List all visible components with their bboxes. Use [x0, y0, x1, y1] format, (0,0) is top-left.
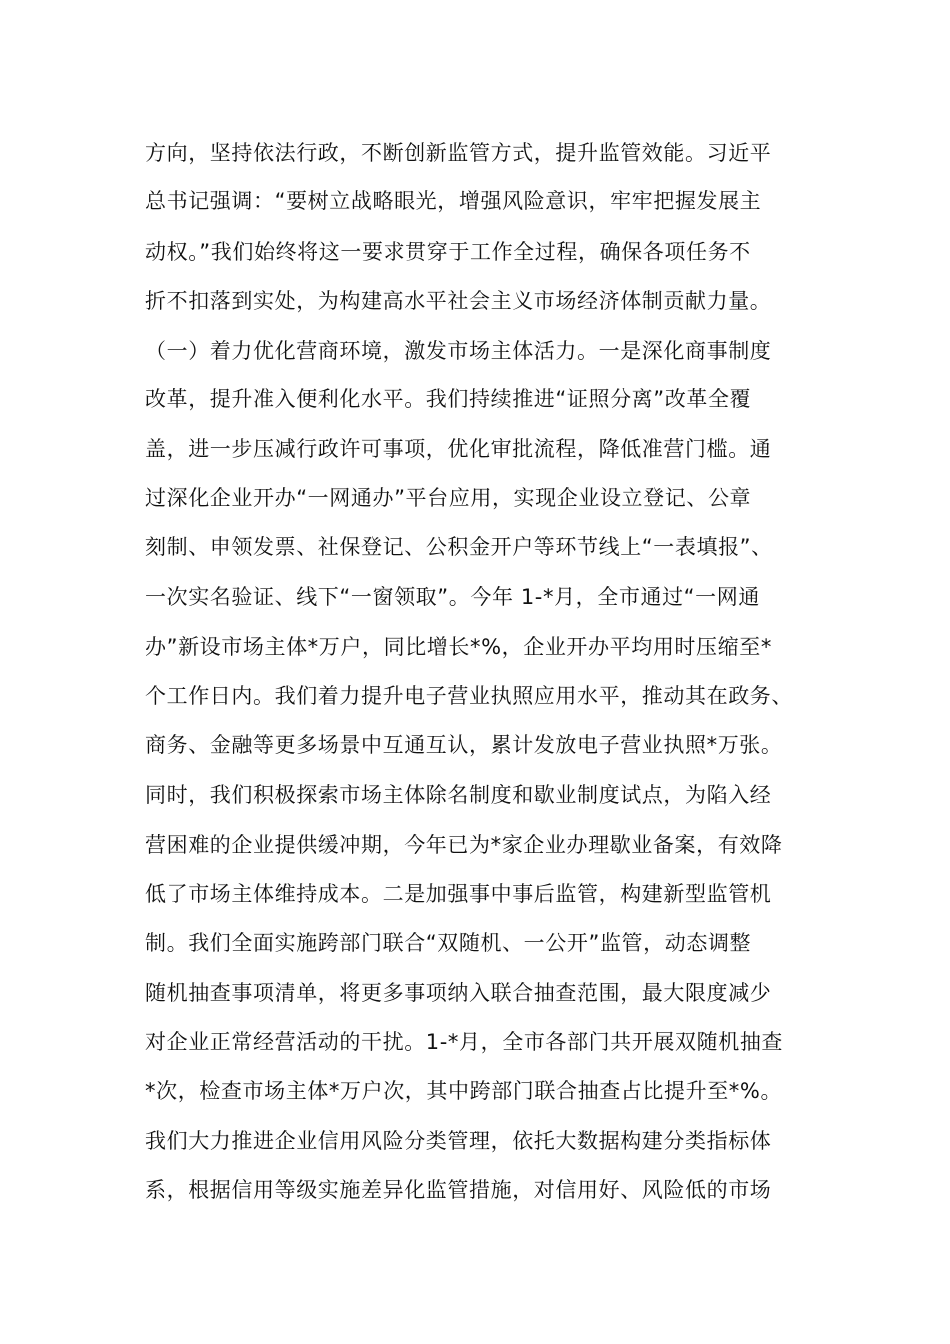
- text-line: 低了市场主体维持成本。二是加强事中事后监管，构建新型监管机: [145, 882, 772, 906]
- text-line: 营困难的企业提供缓冲期，今年已为*家企业办理歇业备案，有效降: [145, 833, 783, 857]
- text-line: 同时，我们积极探索市场主体除名制度和歇业制度试点，为陷入经: [145, 783, 772, 807]
- text-line: 改革，提升准入便利化水平。我们持续推进“证照分离”改革全覆: [145, 387, 752, 411]
- text-line: 办”新设市场主体*万户，同比增长*%，企业开办平均用时压缩至*: [145, 635, 772, 659]
- text-line: 动权。”我们始终将这一要求贯穿于工作全过程，确保各项任务不: [145, 240, 751, 264]
- text-line: 折不扣落到实处，为构建高水平社会主义市场经济体制贡献力量。: [145, 289, 772, 313]
- text-line: 系，根据信用等级实施差异化监管措施，对信用好、风险低的市场: [145, 1178, 772, 1202]
- text-line: 个工作日内。我们着力提升电子营业执照应用水平，推动其在政务、: [145, 684, 793, 708]
- text-line: 我们大力推进企业信用风险分类管理，依托大数据构建分类指标体: [145, 1129, 772, 1153]
- text-line: 一次实名验证、线下“一窗领取”。今年 1-*月，全市通过“一网通: [145, 585, 760, 609]
- text-line: 总书记强调：“要树立战略眼光，增强风险意识，牢牢把握发展主: [145, 189, 762, 213]
- text-line: 随机抽查事项清单，将更多事项纳入联合抽查范围，最大限度减少: [145, 981, 772, 1005]
- text-line: 方向，坚持依法行政，不断创新监管方式，提升监管效能。习近平: [145, 141, 772, 165]
- section-heading-line: （一）着力优化营商环境，激发市场主体活力。一是深化商事制度: [145, 339, 772, 363]
- text-line: *次，检查市场主体*万户次，其中跨部门联合抽查占比提升至*%。: [145, 1079, 783, 1103]
- text-line: 制。我们全面实施跨部门联合“双随机、一公开”监管，动态调整: [145, 931, 752, 955]
- text-line: 过深化企业开办“一网通办”平台应用，实现企业设立登记、公章: [145, 486, 752, 510]
- text-line: 盖，进一步压减行政许可事项，优化审批流程，降低准营门槛。通: [145, 437, 772, 461]
- text-line: 刻制、申领发票、社保登记、公积金开户等环节线上“一表填报”、: [145, 535, 773, 559]
- text-line: 商务、金融等更多场景中互通互认，累计发放电子营业执照*万张。: [145, 733, 783, 757]
- text-line: 对企业正常经营活动的干扰。1-*月，全市各部门共开展双随机抽查: [145, 1030, 784, 1054]
